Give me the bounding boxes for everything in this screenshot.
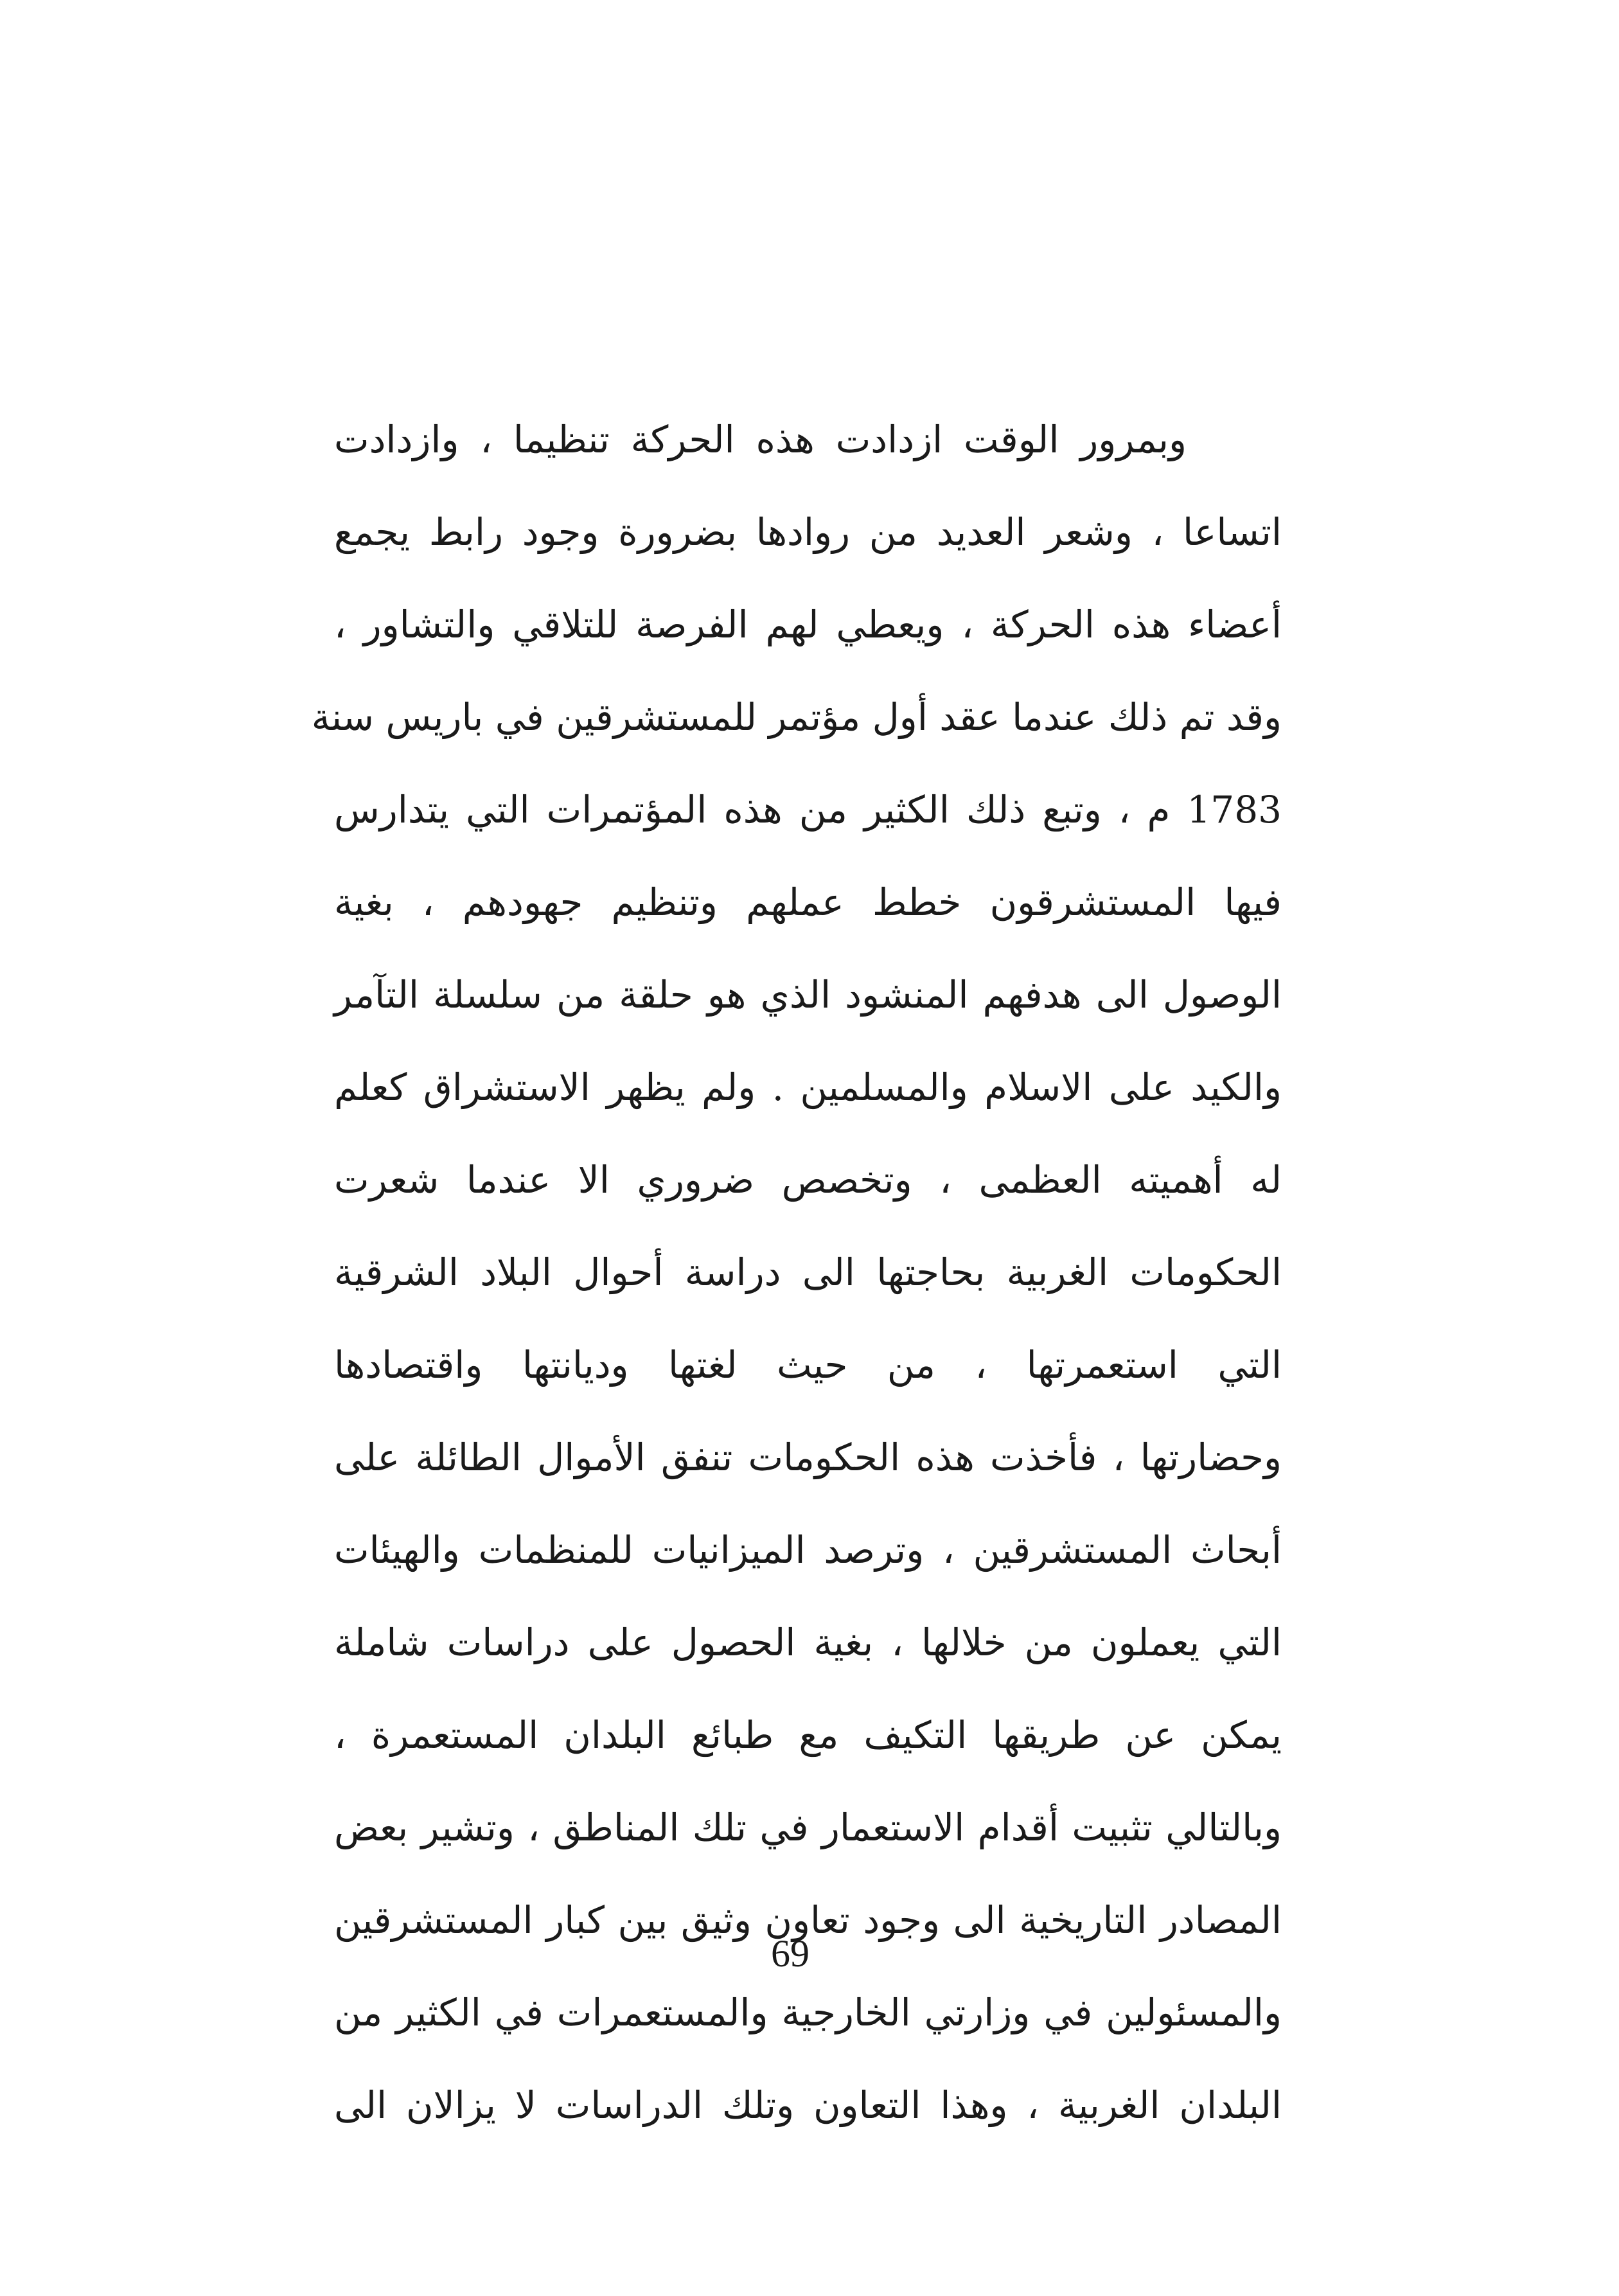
text-line: يمكن عن طريقها التكيف مع طبائع البلدان المستعمرة ،	[334, 1713, 1282, 1757]
text-line: أبحاث المستشرقين ، وترصد الميزانيات للمنظمات والهيئات	[334, 1528, 1282, 1572]
text-line: 1783 م ، وتبع ذلك الكثير من هذه المؤتمرات التي يتدارس	[334, 788, 1282, 832]
text-line: أعضاء هذه الحركة ، ويعطي لهم الفرصة للتلاقي والتشاور ،	[334, 603, 1282, 646]
text-line: وقد تم ذلك عندما عقد أول مؤتمر للمستشرقين في باريس سنة	[311, 695, 1282, 739]
body-text	[311, 393, 1282, 2151]
text-line: التي استعمرتها ، من حيث لغتها وديانتها واقتصادها	[334, 1343, 1282, 1387]
text-line: وبمرور الوقت ازدادت هذه الحركة تنظيما ، وازدادت	[334, 418, 1187, 461]
text-line: له أهميته العظمى ، وتخصص ضروري الا عندما شعرت	[334, 1158, 1282, 1202]
page-number: 69	[771, 1932, 810, 1975]
text-line: الحكومات الغربية بحاجتها الى دراسة أحوال البلاد الشرقية	[334, 1250, 1282, 1294]
text-line: البلدان الغربية ، وهذا التعاون وتلك الدراسات لا يزالان الى	[334, 2083, 1282, 2127]
text-line: والمسئولين في وزارتي الخارجية والمستعمرات في الكثير من	[334, 1991, 1282, 2034]
text-line: التي يعملون من خلالها ، بغية الحصول على دراسات شاملة	[334, 1621, 1282, 1664]
text-line: اتساعا ، وشعر العديد من روادها بضرورة وجود رابط يجمع	[334, 510, 1282, 554]
text-line: والكيد على الاسلام والمسلمين . ولم يظهر الاستشراق كعلم	[334, 1065, 1282, 1109]
text-line: فيها المستشرقون خطط عملهم وتنظيم جهودهم ، بغية	[334, 880, 1282, 924]
text-line: الوصول الى هدفهم المنشود الذي هو حلقة من سلسلة التآمر	[334, 973, 1282, 1017]
text-line: وبالتالي تثبيت أقدام الاستعمار في تلك المناطق ، وتشير بعض	[334, 1806, 1282, 1849]
text-line: المصادر التاريخية الى وجود تعاون وثيق بين كبار المستشرقين	[334, 1898, 1282, 1942]
text-line: وحضارتها ، فأخذت هذه الحكومات تنفق الأموال الطائلة على	[334, 1436, 1282, 1479]
